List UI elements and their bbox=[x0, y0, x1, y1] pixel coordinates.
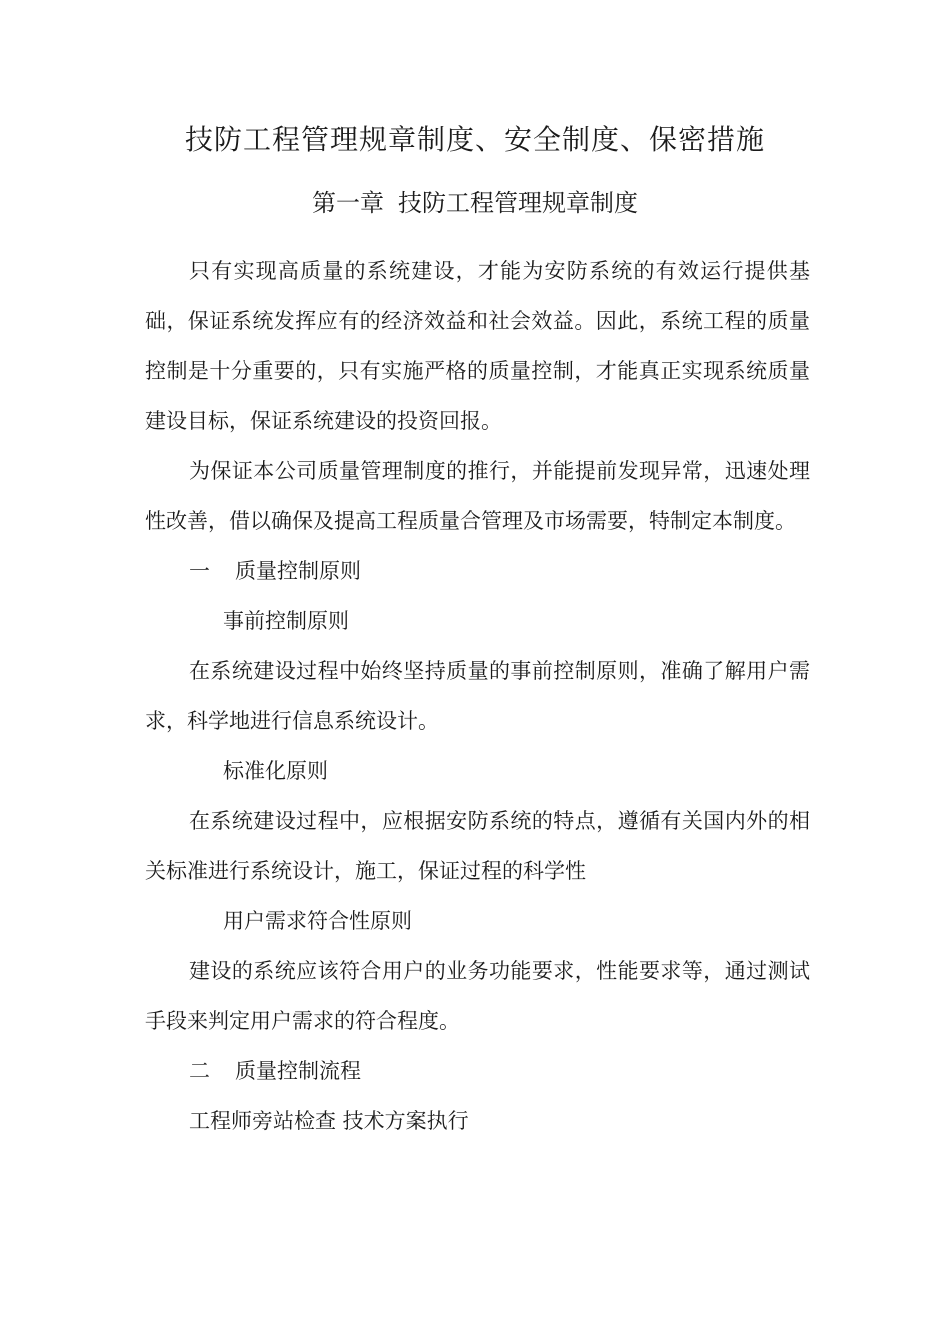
principle-text: 在系统建设过程中始终坚持质量的事前控制原则，准确了解用户需求，科学地进行信息系统设计。 bbox=[145, 659, 810, 733]
section-title: 质量控制流程 bbox=[235, 1059, 361, 1083]
principle-text: 建设的系统应该符合用户的业务功能要求，性能要求等，通过测试手段来判定用户需求的符合程度。 bbox=[145, 959, 810, 1033]
section-number: 二 bbox=[189, 1059, 210, 1083]
chapter-label: 第一章 bbox=[312, 189, 384, 217]
flow-line: 工程师旁站检查 技术方案执行 bbox=[189, 1109, 469, 1133]
principle-title: 标准化原则 bbox=[223, 759, 328, 783]
document-body bbox=[145, 246, 810, 1146]
principle-title: 用户需求符合性原则 bbox=[223, 909, 412, 933]
chapter-name: 技防工程管理规章制度 bbox=[398, 189, 638, 217]
document-title: 技防工程管理规章制度、安全制度、保密措施 bbox=[184, 123, 765, 156]
section-heading-1 bbox=[145, 546, 810, 596]
section-title: 质量控制原则 bbox=[235, 559, 361, 583]
purpose-paragraph: 为保证本公司质量管理制度的推行，并能提前发现异常，迅速处理性改善，借以确保及提高工程质量合管理及市场需要，特制定本制度。 bbox=[145, 459, 810, 533]
chapter-title bbox=[0, 185, 950, 221]
intro-paragraph: 只有实现高质量的系统建设，才能为安防系统的有效运行提供基础，保证系统发挥应有的经济效益和社会效益。因此，系统工程的质量控制是十分重要的，只有实施严格的质量控制，才能真正实现系统质量建设目标，保证系统建设的投资回报。 bbox=[145, 259, 810, 433]
principle-text: 在系统建设过程中，应根据安防系统的特点，遵循有关国内外的相关标准进行系统设计，施工，保证过程的科学性 bbox=[145, 809, 810, 883]
section-number: 一 bbox=[189, 559, 210, 583]
section-heading-2 bbox=[145, 1046, 810, 1096]
principle-title: 事前控制原则 bbox=[223, 609, 349, 633]
